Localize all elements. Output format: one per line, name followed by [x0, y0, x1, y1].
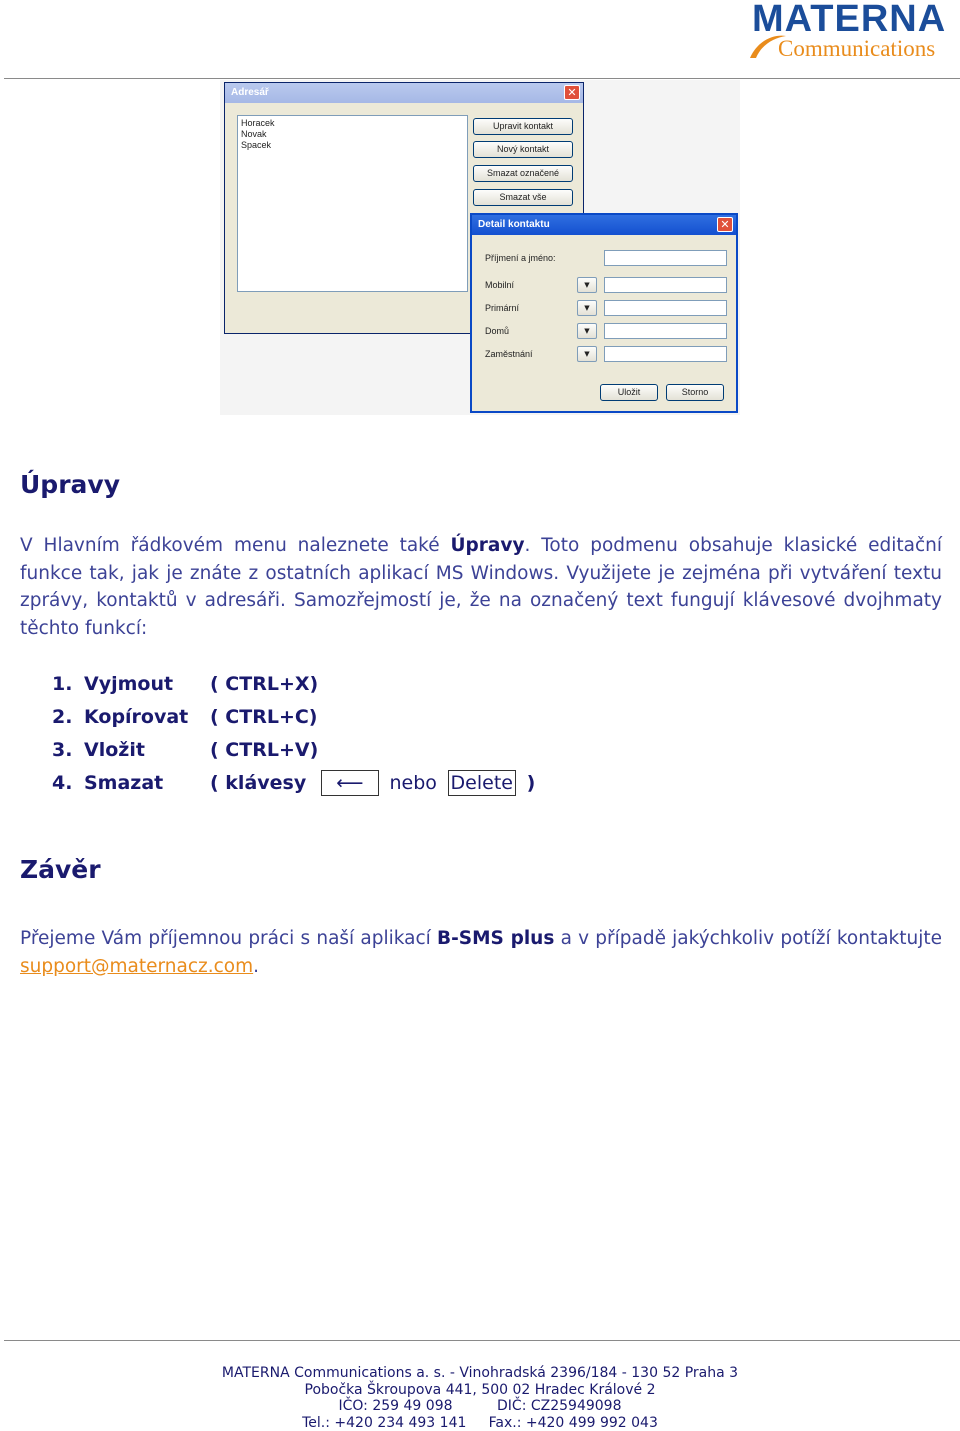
list-number: 1. [52, 673, 73, 695]
delete-all-button[interactable]: Smazat vše [473, 189, 573, 206]
list-shortcut-end: ) [526, 772, 536, 794]
paragraph-upravy [20, 532, 942, 642]
close-icon[interactable]: ✕ [564, 85, 580, 100]
detail-title: Detail kontaktu [472, 215, 736, 235]
save-button[interactable]: Uložit [600, 384, 658, 401]
list-number: 3. [52, 739, 73, 761]
list-item[interactable]: Spacek [241, 140, 272, 150]
new-contact-button[interactable]: Nový kontakt [473, 141, 573, 158]
list-shortcut-text: ( klávesy [210, 772, 307, 794]
list-name: Smazat [84, 772, 164, 794]
field-label-work: Zaměstnání [485, 349, 533, 359]
primary-field[interactable] [604, 300, 727, 316]
field-label-primary: Primární [485, 303, 520, 313]
delete-key-icon: Delete [448, 770, 516, 796]
header-divider [4, 78, 960, 79]
field-label-home: Domů [485, 326, 510, 336]
delete-selected-button[interactable]: Smazat označené [473, 165, 573, 182]
edit-contact-button[interactable]: Upravit kontakt [473, 118, 573, 135]
work-field[interactable] [604, 346, 727, 362]
list-item[interactable]: Novak [241, 129, 267, 139]
paragraph-text: . [253, 955, 260, 977]
paragraph-bold: B-SMS plus [437, 928, 555, 949]
list-name: Kopírovat [84, 706, 189, 728]
paragraph-text: Přejeme Vám příjemnou práci s naší aplikací [20, 928, 437, 949]
paragraph-text: a v případě jakýchkoliv potíží kontaktujte [554, 928, 942, 949]
footer-line: IČO: 259 49 098 DIČ: CZ25949098 [338, 1398, 622, 1414]
footer-line: MATERNA Communications a. s. - Vinohradská 2396/184 - 130 52 Praha 3 [221, 1365, 739, 1381]
backspace-key-icon: ⟵ [321, 770, 379, 796]
contact-list[interactable] [237, 115, 468, 292]
chevron-down-icon[interactable]: ▼ [577, 346, 597, 362]
list-shortcut: ( CTRL+V) [210, 739, 319, 761]
screenshot-figure [220, 80, 740, 415]
section-heading-upravy: Úpravy [20, 470, 120, 499]
list-shortcut: ( CTRL+C) [210, 706, 318, 728]
chevron-down-icon[interactable]: ▼ [577, 300, 597, 316]
list-number: 4. [52, 772, 73, 794]
support-email-link[interactable]: support@maternacz.com [20, 955, 254, 977]
paragraph-text: V Hlavním řádkovém menu naleznete také [20, 535, 451, 556]
footer-divider [4, 1340, 960, 1341]
paragraph-zaver [20, 925, 942, 980]
home-field[interactable] [604, 323, 727, 339]
mobile-field[interactable] [604, 277, 727, 293]
list-shortcut: ( CTRL+X) [210, 673, 319, 695]
list-shortcut-or: nebo [389, 772, 437, 794]
close-icon[interactable]: ✕ [717, 217, 733, 232]
chevron-down-icon[interactable]: ▼ [577, 323, 597, 339]
list-name: Vyjmout [84, 673, 174, 695]
footer-line: Tel.: +420 234 493 141 Fax.: +420 499 992 043 [302, 1414, 658, 1431]
field-label-mobile: Mobilní [485, 280, 515, 290]
footer-address [0, 1365, 960, 1431]
logo-subtitle: Communications [778, 36, 936, 61]
name-field[interactable] [604, 250, 727, 266]
cancel-button[interactable]: Storno [666, 384, 724, 401]
footer-line: Pobočka Škroupova 441, 500 02 Hradec Králové 2 [304, 1381, 656, 1398]
section-heading-zaver: Závěr [20, 855, 101, 884]
paragraph-bold: Úpravy [450, 535, 525, 556]
list-name: Vložit [84, 739, 145, 761]
detail-window [470, 213, 738, 413]
paragraph-text: . Toto podmenu obsahuje klasické editační funkce tak, jak je znáte z ostatních aplikací MS Windows. Využijete je zejména při vytváření textu zprávy, kontaktů v adresáři. Samozřejmostí je, že na označený text fungují klávesové dvojhmaty těchto funkcí: [20, 535, 942, 639]
logo-wordmark: MATERNA [752, 0, 947, 40]
adresar-title: Adresář [225, 83, 583, 103]
name-label: Příjmení a jméno: [485, 253, 556, 263]
chevron-down-icon[interactable]: ▼ [577, 277, 597, 293]
list-number: 2. [52, 706, 73, 728]
list-item[interactable]: Horacek [241, 118, 275, 128]
list-shortcut [210, 767, 535, 800]
